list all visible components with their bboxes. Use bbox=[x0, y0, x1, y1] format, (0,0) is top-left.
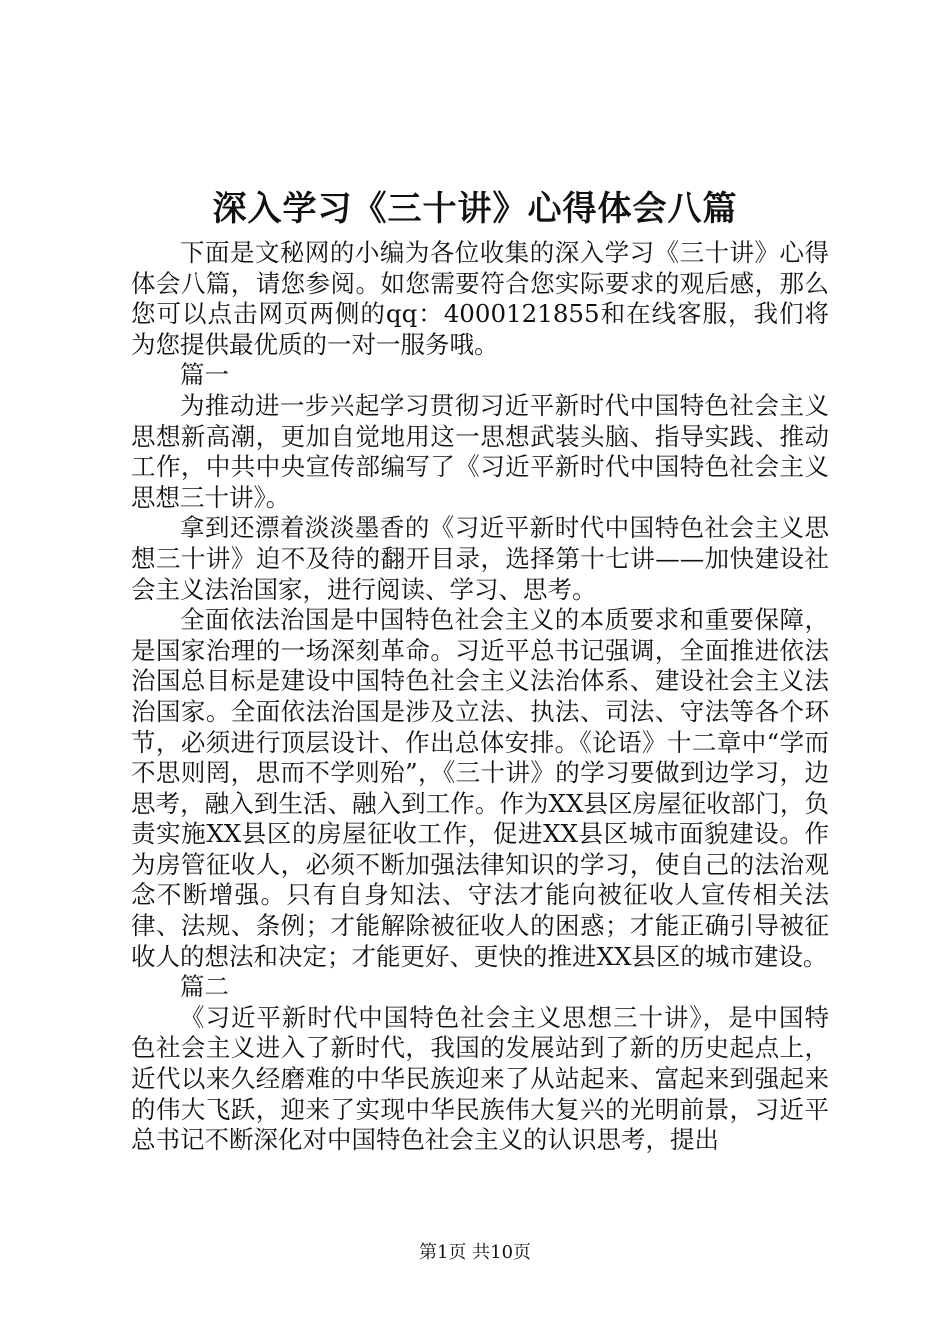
page-footer: 第1页 共10页 bbox=[418, 1242, 532, 1263]
body-paragraph: 《习近平新时代中国特色社会主义思想三十讲》，是中国特色社会主义进入了新时代，我国的发展站到了新的历史起点上，近代以来久经磨难的中华民族迎来了从站起来、富起来到强起来的伟大飞跃，迎来了实现中华民族伟大复兴的光明前景，习近平总书记不断深化对中国特色社会主义的认识思考，提出 bbox=[131, 1002, 829, 1155]
body-paragraph: 为推动进一步兴起学习贯彻习近平新时代中国特色社会主义思想新高潮，更加自觉地用这一思想武装头脑、指导实践、推动工作，中共中央宣传部编写了《习近平新时代中国特色社会主义思想三十讲》。 bbox=[131, 390, 829, 512]
body-paragraph: 拿到还漂着淡淡墨香的《习近平新时代中国特色社会主义思想三十讲》迫不及待的翻开目录，选择第十七讲——加快建设社会主义法治国家，进行阅读、学习、思考。 bbox=[131, 513, 829, 604]
body-paragraph: 全面依法治国是中国特色社会主义的本质要求和重要保障，是国家治理的一场深刻革命。习近平总书记强调，全面推进依法治国总目标是建设中国特色社会主义法治体系、建设社会主义法治国家。全面依法治国是涉及立法、执法、司法、守法等各个环节，必须进行顶层设计、作出总体安排。《论语》十二章中“学而不思则罔，思而不学则殆”，《三十讲》的学习要做到边学习，边思考，融入到生活、融入到工作。作为XX县区房屋征收部门，负责实施XX县区的房屋征收工作，促进XX县区城市面貌建设。作为房管征收人，必须不断加强法律知识的学习，使自己的法治观念不断增强。只有自身知法、守法才能向被征收人宣传相关法律、法规、条例；才能解除被征收人的困惑；才能正确引导被征收人的想法和决定；才能更好、更快的推进XX县区的城市建设。 bbox=[131, 605, 829, 971]
section-heading-1: 篇一 bbox=[180, 360, 229, 390]
document-body bbox=[131, 238, 829, 1156]
section-heading-2: 篇二 bbox=[180, 972, 229, 1002]
document-title: 深入学习《三十讲》心得体会八篇 bbox=[212, 189, 738, 229]
intro-paragraph: 下面是文秘网的小编为各位收集的深入学习《三十讲》心得体会八篇，请您参阅。如您需要符合您实际要求的观后感，那么您可以点击网页两侧的qq：4000121855和在线客服，我们将为您提供最优质的一对一服务哦。 bbox=[131, 238, 829, 359]
